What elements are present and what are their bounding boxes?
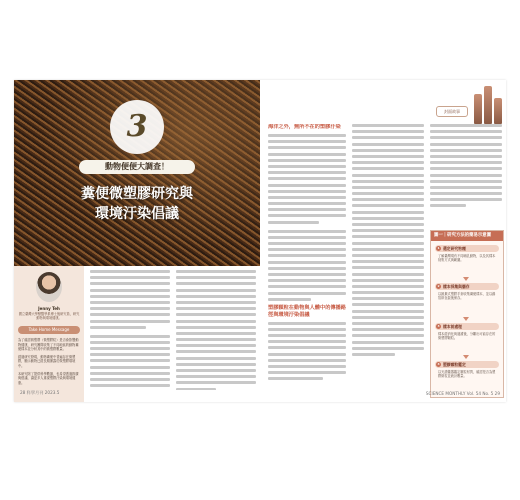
step-number: 3: [437, 324, 440, 328]
step-description: 了解臺灣現有不同哺乳動物，以及其樣本採集方式與範圍。: [438, 254, 496, 263]
bullet-item: 經過研究發現，動物糞便中普遍存在微塑膠，顯示動物已經長期暴露於微塑膠環境中。: [18, 354, 76, 368]
left-page: [14, 80, 260, 402]
method-step-4: [435, 361, 499, 379]
body-text-block: [176, 270, 256, 390]
body-text-column-1: [90, 270, 170, 390]
body-text-block: [90, 270, 170, 390]
step-description: 樣本經消化與過濾後，分離出可能存在的微塑膠顆粒。: [438, 332, 496, 341]
sample-bottles-illustration: [472, 84, 502, 124]
bullet-item: 本研究除了提供科學數據，也希望透過推廣與倡議，讓更多人重視塑膠汙染與環境健康。: [18, 371, 79, 385]
step-number: 4: [437, 362, 440, 366]
article-title-line1: 糞便微塑膠研究與: [81, 186, 193, 202]
method-step-1: [435, 245, 499, 263]
down-arrow-icon: [463, 355, 469, 359]
step-title: 選定研究物種: [443, 246, 466, 251]
method-step-3: [435, 323, 499, 341]
author-panel: [14, 266, 84, 402]
step-number: 2: [437, 284, 440, 288]
author-avatar: [36, 272, 62, 302]
author-name: Jenny Teh: [38, 306, 60, 311]
step-description: 以拋棄式塑膠手套收集糞便樣本，並以錫箔紙包裝後保存。: [438, 292, 496, 301]
article-title: [14, 184, 260, 224]
issue-badge: [110, 100, 164, 154]
issue-number: 3: [126, 109, 148, 144]
article-title-line2: 環境汙染倡議: [95, 206, 179, 222]
body-text-column-2: [176, 270, 256, 390]
magazine-spread: [14, 80, 506, 402]
section-heading: 塑膠顆粒在動物與人體中的傳播路徑與環境汙染倡議: [268, 304, 346, 318]
right-text-column-1: [268, 124, 346, 394]
section-heading: 海洋之外，無所不在的塑膠汙染: [268, 124, 341, 130]
hero-photo: [14, 80, 260, 266]
step-title: 樣本採集與儲存: [443, 284, 470, 289]
step-description: 以光譜儀器鑑定顆粒材質，確認是否為塑膠微粒並統計數量。: [438, 370, 496, 379]
take-home-bullets: [18, 338, 80, 388]
right-text-column-2: [352, 124, 424, 394]
body-text-block: [268, 322, 346, 381]
bullet-item: 為了確認微塑膠（微塑膠粒）是否會影響動物健康，研究團隊收集了不同地區的動物糞便樣本並分析其中的微塑膠數量。: [18, 338, 79, 352]
body-text-block: [268, 134, 346, 301]
step-number: 1: [437, 246, 440, 250]
method-diagram-title: 圖一｜研究方法的簡易示意圖: [431, 231, 503, 241]
section-tab: 封面故事: [436, 106, 468, 117]
down-arrow-icon: [463, 317, 469, 321]
method-step-2: [435, 283, 499, 301]
body-text-block: [430, 124, 502, 207]
step-title: 塑膠顆粒鑑定: [443, 362, 466, 367]
step-title: 樣本前處理: [443, 324, 462, 329]
left-page-folio: 28 科學月刊 2023.5: [20, 390, 60, 395]
body-text-block: [352, 124, 424, 356]
method-diagram-box: [430, 230, 504, 398]
right-page: [260, 80, 506, 402]
series-tag: 動物便便大調查！: [79, 160, 195, 174]
right-text-column-3: [430, 124, 502, 224]
down-arrow-icon: [463, 277, 469, 281]
author-bio: 國立臺灣大學獸醫學系博士後研究員，研究動物與環境健康。: [18, 312, 80, 321]
take-home-message-label: Take Home Message: [18, 326, 80, 334]
right-page-folio: SCIENCE MONTHLY Vol. 54 No. 5 29: [425, 391, 500, 396]
